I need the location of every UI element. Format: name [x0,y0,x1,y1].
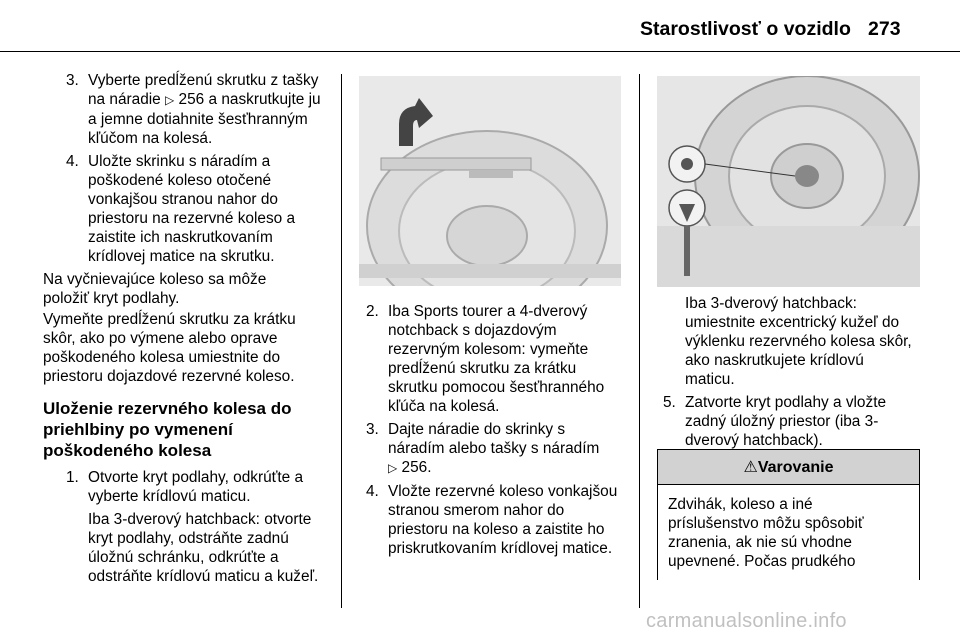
list-item-step-2: 2. Iba Sports tourer a 4-dverový notchback s dojazdovým rezervným kolesom: vymeňte predĺženú skrutku za krátku skrutku pomocou šesťhranného kľúča na kolesá. [366,303,605,415]
figure-spare-wheel-tools [359,76,621,286]
column-2 [366,302,634,558]
watermark: carmanualsonline.info [646,610,847,632]
page-header-title: Starostlivosť o vozidlo [640,18,851,40]
page-reference-arrow-icon: ▷ [165,93,175,107]
section-heading: Uloženie rezervného kolesa do priehlbiny po vymenení poškodeného kolesa [43,399,292,460]
list-item-step-3b: 3. Dajte náradie do skrinky s náradím alebo tašky s náradím ▷ 256. [366,421,600,476]
warning-title: Varovanie [757,459,834,476]
list-item-step-3: 3. Vyberte predĺženú skrutku z tašky na náradie ▷ 256 a naskrutkujte ju a jemne dotiahnite šesťhranným kľúčom na kolesá. [66,72,321,147]
spare-wheel-cone-illustration [657,76,920,287]
header-divider [0,51,960,52]
column-1 [66,71,338,266]
figure-spare-wheel-cone [657,76,920,287]
step-4-continuation: Iba 3-dverový hatchback: umiestnite excentrický kužeľ do výklenku rezervného kolesa skôr, ako naskrutkujete krídlovú maticu. [685,295,912,388]
warning-triangle-icon: ⚠ [743,457,758,476]
paragraph-replace-bolt: Vymeňte predĺženú skrutku za krátku skôr, ako po výmene alebo oprave poškodeného kolesa umiestnite do priestoru dojazdové rezervné koleso. [43,311,296,385]
column-divider-right [639,74,640,608]
warning-body: Zdvihák, koleso a iné príslušenstvo môžu spôsobiť zranenia, ak nie sú vhodne upevnené. Počas prudkého [668,496,864,570]
list-item-step-4: 4. Uložte skrinku s náradím a poškodené koleso otočené vonkajšou stranou nahor do priestoru na rezervné koleso a zaistite ich naskrutkovaním krídlovej matice na skrutku. [66,153,296,265]
warning-header [658,450,919,485]
list-item-step-5: 5. Zatvorte kryt podlahy a vložte zadný úložný priestor (iba 3- dverový hatchback). [663,394,887,449]
list-item-step-1: 1. Otvorte kryt podlahy, odkrúťte a vyberte krídlovú maticu. Iba 3-dverový hatchback: otvorte kryt podlahy, odstráňte zadnú úložnú schránku, odkrúťte a odstráňte krídlovú maticu a kužeľ. [66,469,319,585]
spare-wheel-illustration [359,76,621,286]
page-reference-arrow-icon: ▷ [388,461,398,475]
page-number: 273 [868,18,901,40]
column-3 [663,294,925,450]
warning-box [657,449,920,580]
paragraph-floor-cover: Na vyčnievajúce koleso sa môže položiť kryt podlahy. [43,271,267,307]
column-divider-left [341,74,342,608]
list-item-step-4b: 4. Vložte rezervné koleso vonkajšou stranou smerom nahor do priestoru na koleso a zaistite ho priskrutkovaním krídlovej matice. [366,483,618,557]
